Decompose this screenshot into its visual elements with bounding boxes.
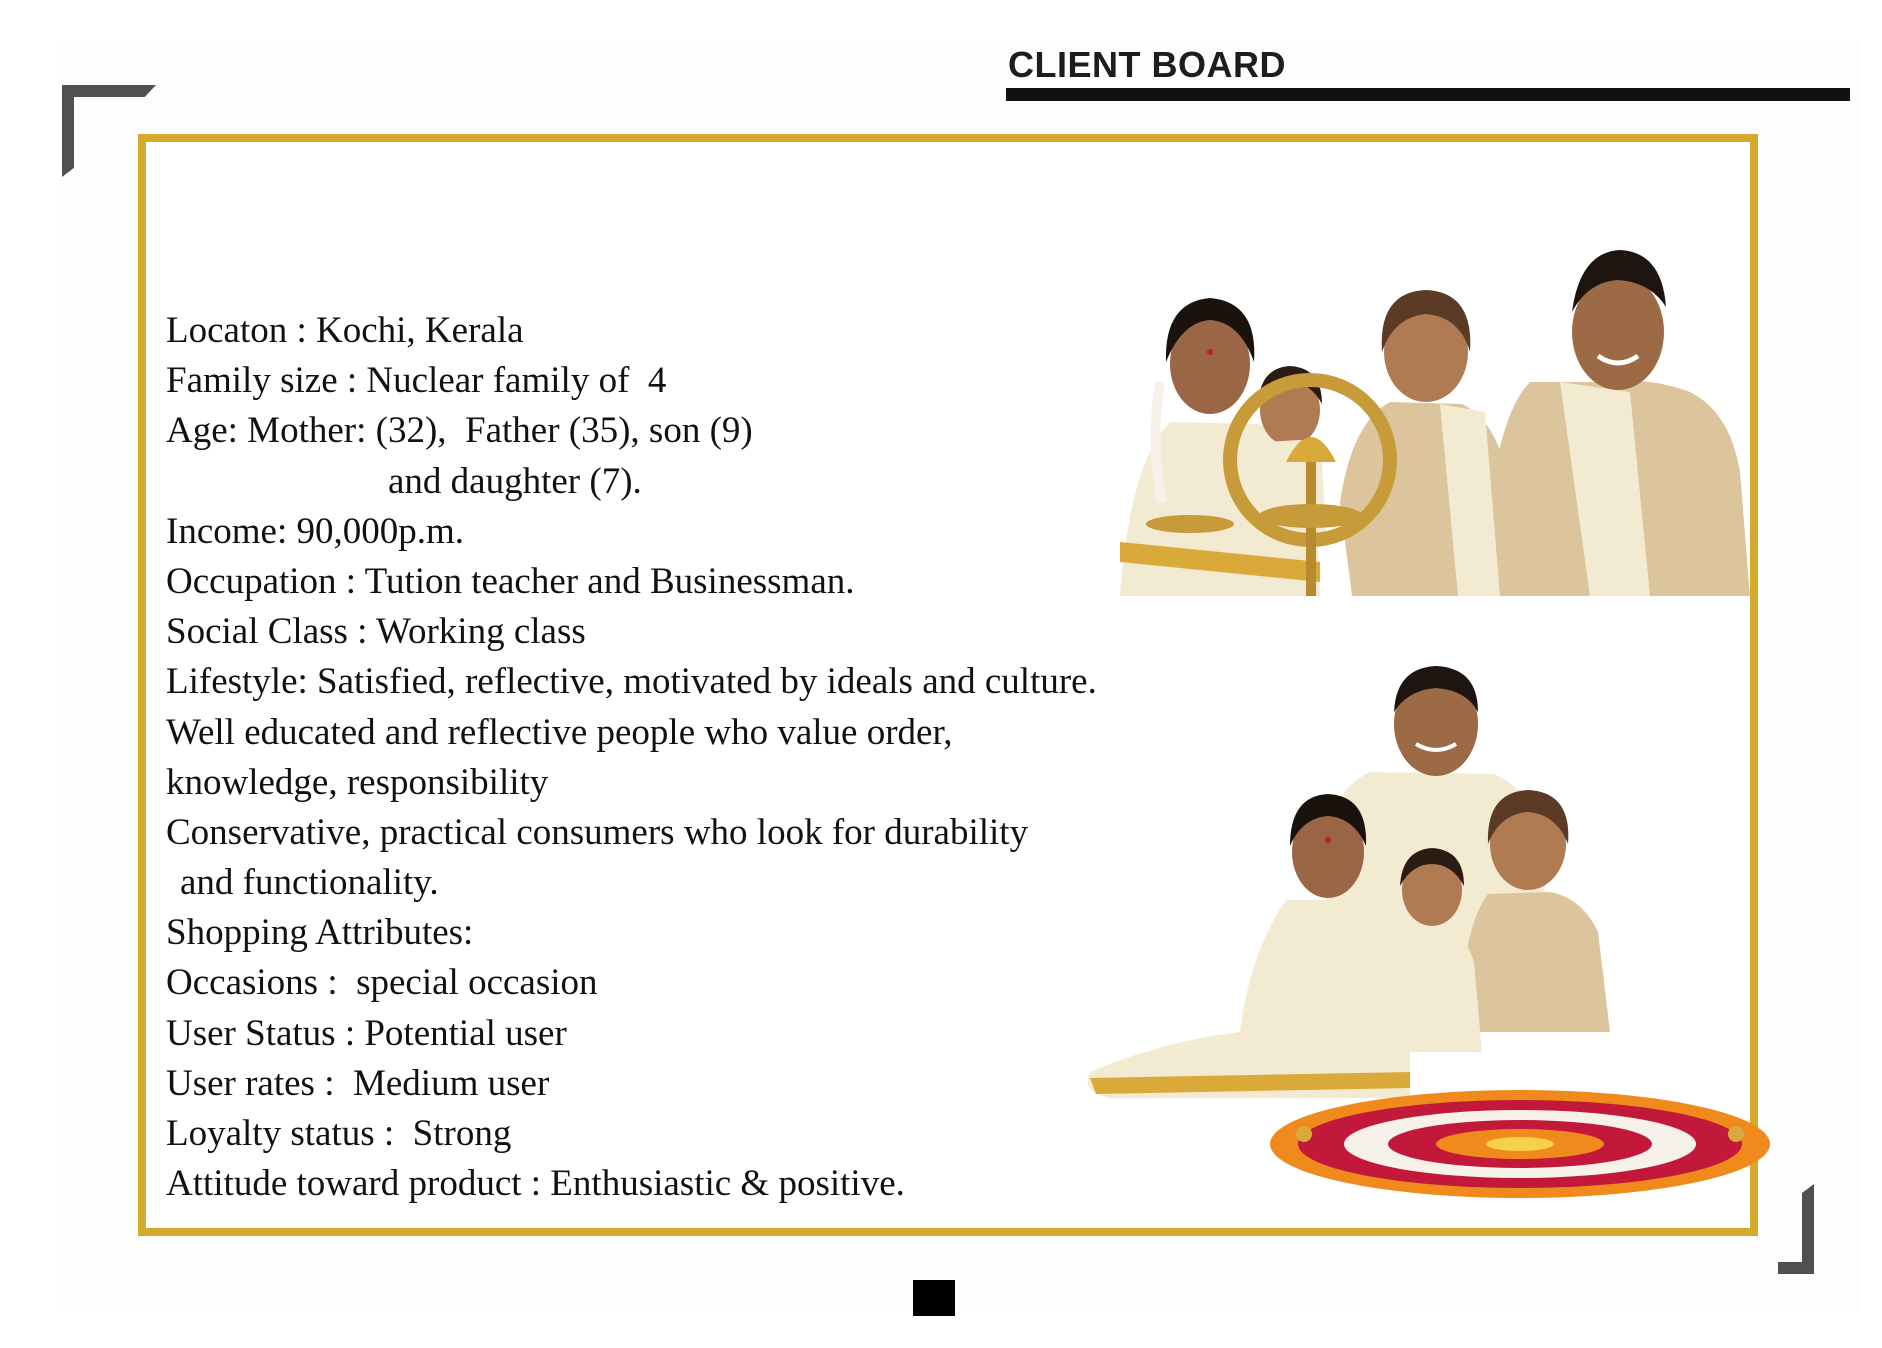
profile-age-continued: and daughter (7).	[388, 460, 642, 502]
corner-bracket-top-left-vertical	[62, 85, 74, 177]
corner-bracket-top-left	[62, 85, 156, 97]
profile-location: Locaton : Kochi, Kerala	[166, 310, 524, 351]
profile-occasions: Occasions : special occasion	[166, 962, 598, 1004]
profile-values: Well educated and reflective people who value order,	[166, 711, 953, 753]
profile-age: Age: Mother: (32), Father (35), son (9)	[166, 410, 753, 452]
profile-attitude: Attitude toward product : Enthusiastic & positive.	[166, 1163, 905, 1205]
profile-consumer-type: Conservative, practical consumers who look for durability	[166, 811, 1029, 853]
profile-values-continued: knowledge, responsibility	[166, 761, 549, 803]
profile-loyalty-status: Loyalty status : Strong	[166, 1113, 512, 1154]
profile-occupation: Occupation : Tution teacher and Businessman.	[166, 560, 855, 602]
profile-shopping-heading: Shopping Attributes:	[166, 912, 474, 954]
profile-consumer-type-continued: and functionality.	[180, 862, 439, 904]
profile-lifestyle: Lifestyle: Satisfied, reflective, motivated by ideals and culture.	[166, 661, 1097, 703]
header-rule	[1006, 88, 1850, 101]
profile-income: Income: 90,000p.m.	[166, 510, 465, 552]
profile-user-rates: User rates : Medium user	[166, 1062, 550, 1104]
page-marker	[913, 1280, 955, 1316]
client-profile	[166, 306, 1326, 1209]
profile-family-size: Family size : Nuclear family of 4	[166, 360, 667, 402]
profile-user-status: User Status : Potential user	[166, 1012, 567, 1054]
page-title: CLIENT BOARD	[1008, 44, 1286, 85]
profile-social-class: Social Class : Working class	[166, 611, 586, 653]
corner-bracket-bottom-right-vertical	[1802, 1184, 1814, 1274]
